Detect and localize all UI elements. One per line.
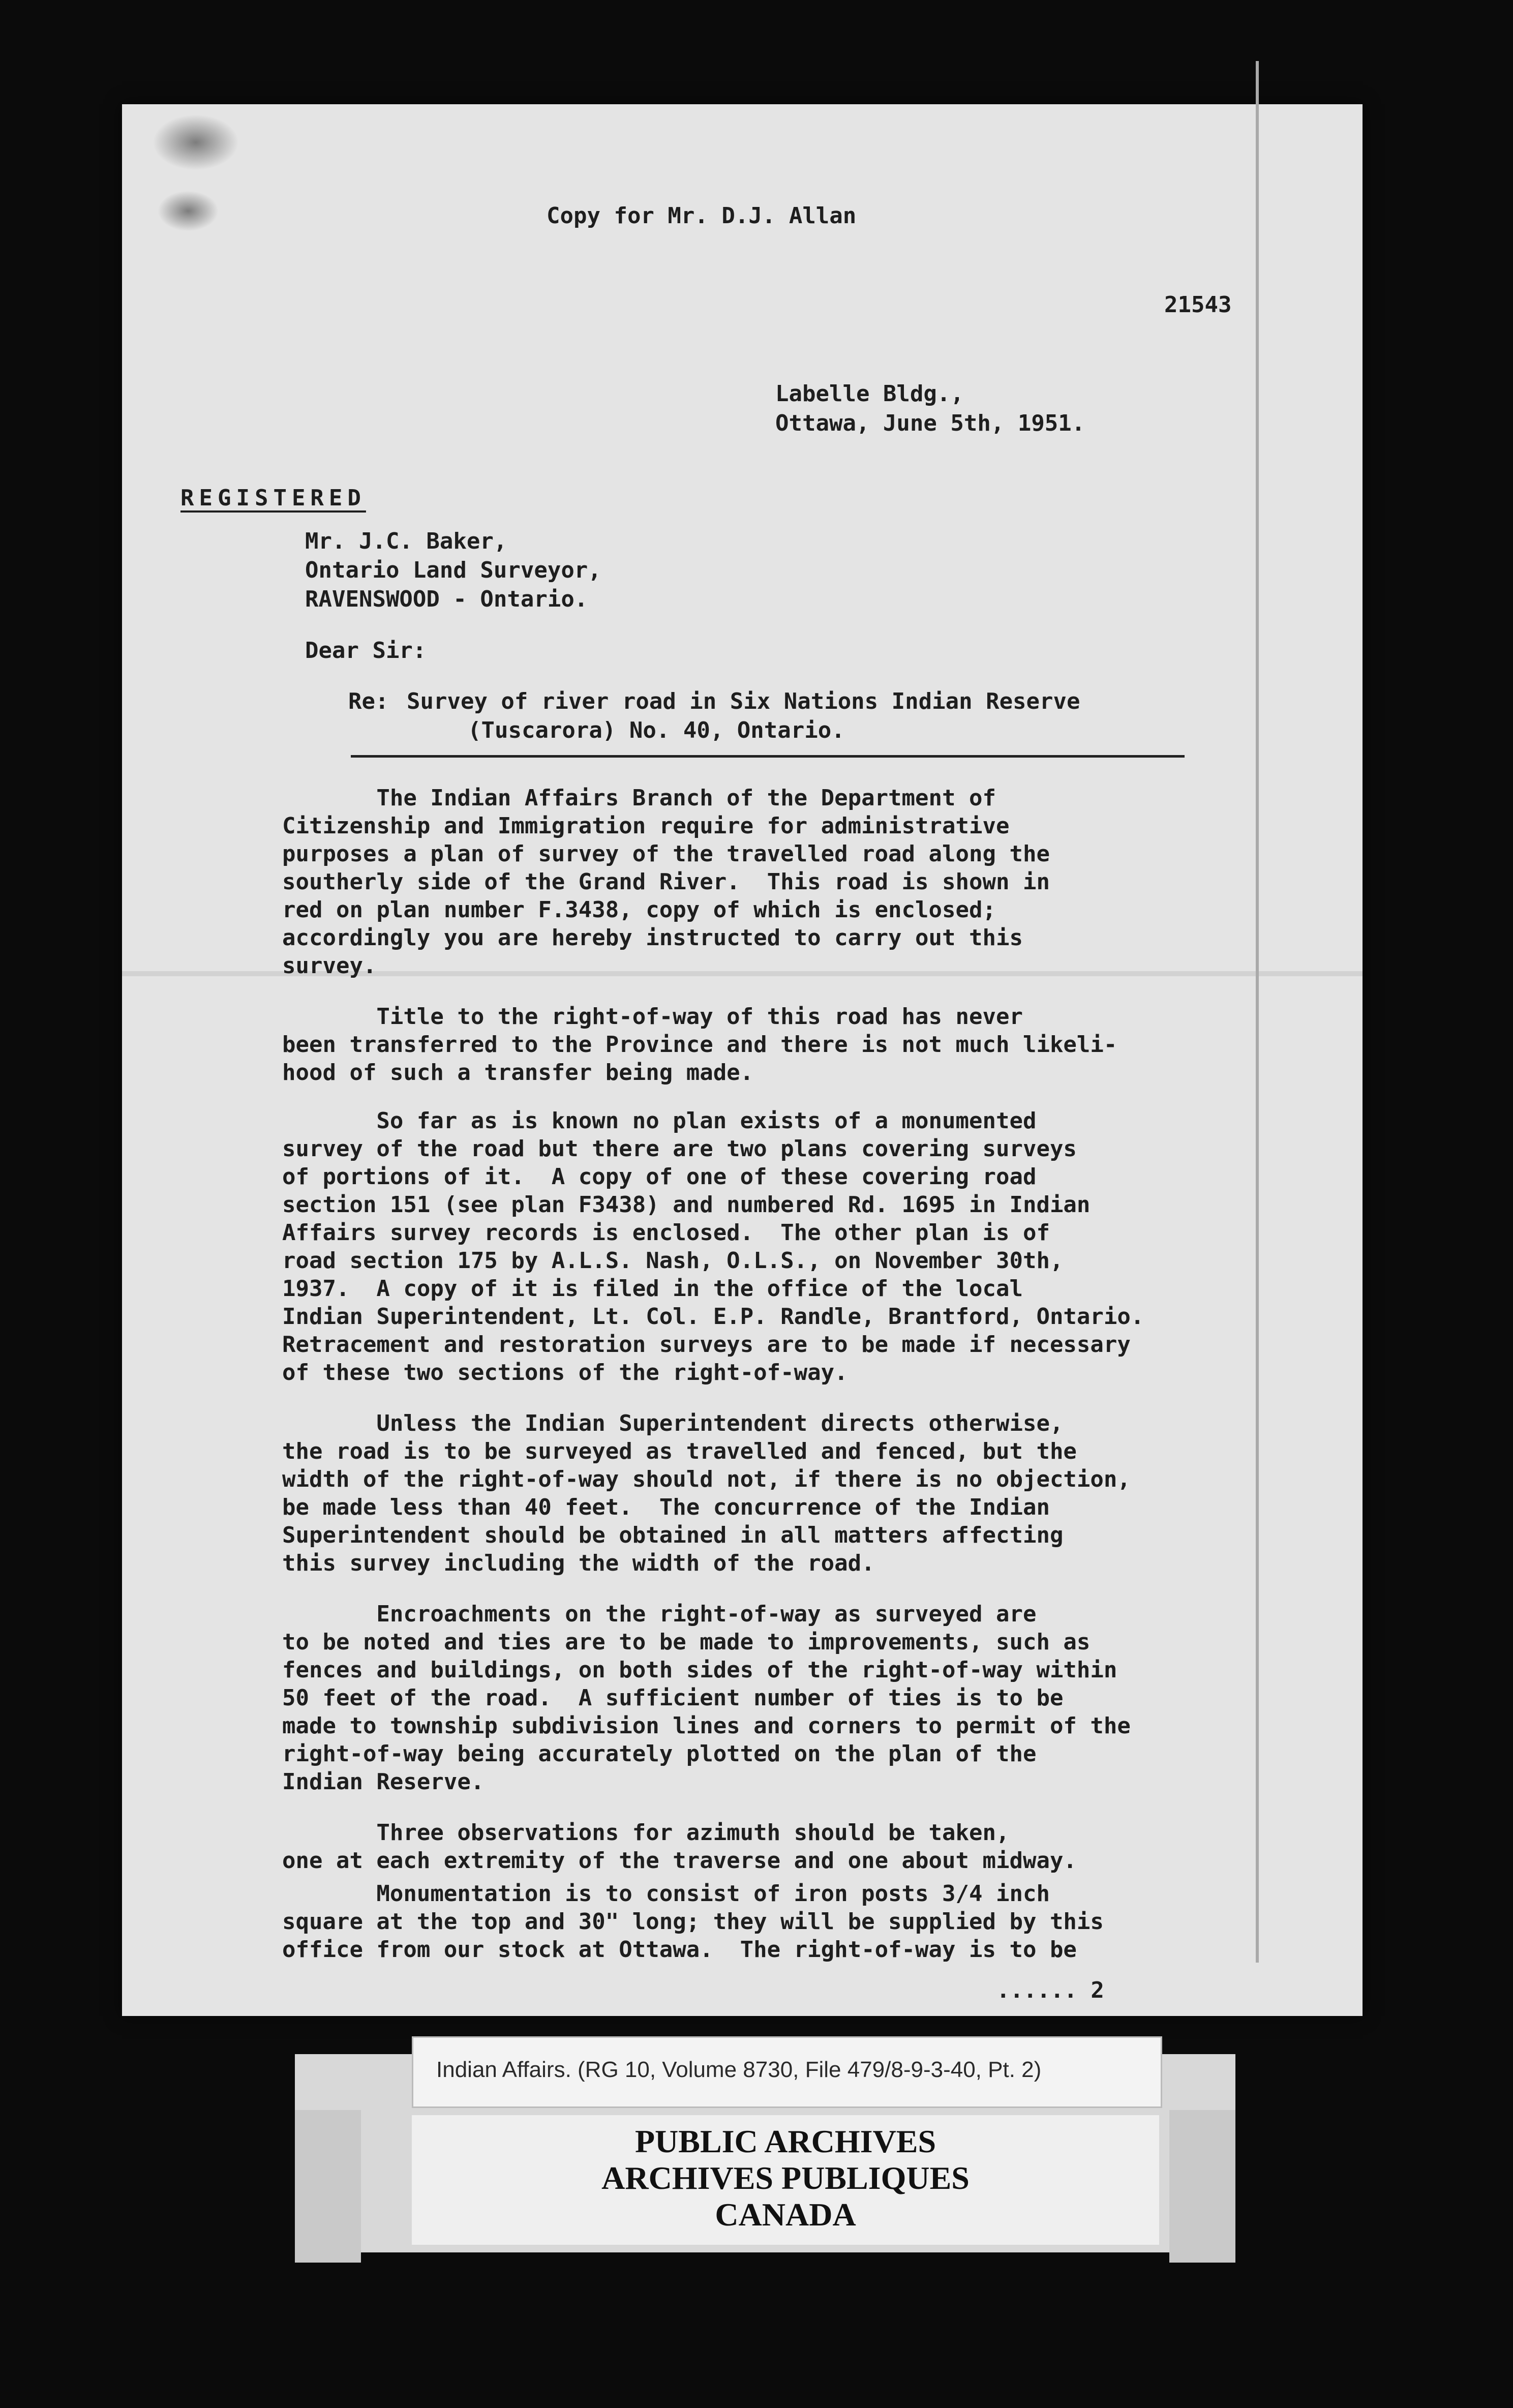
body-line: road section 175 by A.L.S. Nash, O.L.S., on November 30th, <box>282 1248 1064 1274</box>
subject-underline <box>351 755 1185 758</box>
label-tab <box>1169 2110 1235 2263</box>
body-line: southerly side of the Grand River. This road is shown in <box>282 869 1050 895</box>
recipient-line: Mr. J.C. Baker, <box>305 528 507 554</box>
body-line: The Indian Affairs Branch of the Department of <box>282 785 996 811</box>
archive-reference: Indian Affairs. (RG 10, Volume 8730, File 479/8-9-3-40, Pt. 2) <box>436 2057 1042 2082</box>
body-line: Citizenship and Immigration require for administrative <box>282 813 1010 839</box>
body-line: be made less than 40 feet. The concurrence of the Indian <box>282 1494 1050 1520</box>
body-line: purposes a plan of survey of the travelled road along the <box>282 841 1050 867</box>
body-line: Title to the right-of-way of this road has never <box>282 1004 1023 1030</box>
subject-line: Survey of river road in Six Nations Indian Reserve <box>407 688 1080 714</box>
body-line: office from our stock at Ottawa. The right-of-way is to be <box>282 1937 1077 1963</box>
body-line: Affairs survey records is enclosed. The other plan is of <box>282 1220 1050 1246</box>
body-line: been transferred to the Province and there is not much likeli- <box>282 1032 1117 1058</box>
stamp-line: PUBLIC ARCHIVES <box>634 2123 936 2159</box>
body-line: survey. <box>282 953 377 979</box>
body-line: fences and buildings, on both sides of the right-of-way within <box>282 1657 1117 1683</box>
body-line: of these two sections of the right-of-way. <box>282 1360 848 1386</box>
body-line: 50 feet of the road. A sufficient number of ties is to be <box>282 1685 1064 1711</box>
address-line: Labelle Bldg., <box>775 381 964 407</box>
body-line: Monumentation is to consist of iron posts 3/4 inch <box>282 1881 1050 1907</box>
body-line: Superintendent should be obtained in all matters affecting <box>282 1522 1064 1548</box>
body-line: square at the top and 30" long; they will be supplied by this <box>282 1909 1104 1935</box>
body-line: survey of the road but there are two plans covering surveys <box>282 1136 1077 1162</box>
body-line: Indian Reserve. <box>282 1769 485 1795</box>
body-line: right-of-way being accurately plotted on the plan of the <box>282 1741 1037 1767</box>
subject-line: (Tuscarora) No. 40, Ontario. <box>468 717 845 743</box>
archive-reference-slip <box>412 2036 1162 2108</box>
recipient-line: RAVENSWOOD - Ontario. <box>305 586 588 612</box>
page-continuation: ...... 2 <box>996 1977 1104 2003</box>
body-line: section 151 (see plan F3438) and numbered Rd. 1695 in Indian <box>282 1192 1091 1218</box>
copy-for-line: Copy for Mr. D.J. Allan <box>547 203 857 229</box>
body-line: Encroachments on the right-of-way as surveyed are <box>282 1601 1037 1627</box>
file-number: 21543 <box>1164 292 1232 318</box>
recipient-line: Ontario Land Surveyor, <box>305 557 601 583</box>
body-line: So far as is known no plan exists of a monumented <box>282 1108 1037 1134</box>
body-line: of portions of it. A copy of one of these covering road <box>282 1164 1037 1190</box>
body-line: 1937. A copy of it is filed in the office of the local <box>282 1276 1023 1302</box>
letter-page <box>122 104 1363 2016</box>
registered-heading: REGISTERED <box>180 485 366 511</box>
label-tab <box>295 2110 361 2263</box>
archive-stamp <box>412 2115 1159 2245</box>
body-line: Indian Superintendent, Lt. Col. E.P. Randle, Brantford, Ontario. <box>282 1304 1144 1330</box>
body-line: red on plan number F.3438, copy of which is enclosed; <box>282 897 996 923</box>
body-line: Retracement and restoration surveys are to be made if necessary <box>282 1332 1131 1358</box>
ink-smudge <box>153 114 239 170</box>
body-line: this survey including the width of the road. <box>282 1550 875 1576</box>
body-line: the road is to be surveyed as travelled and fenced, but the <box>282 1438 1077 1464</box>
body-line: one at each extremity of the traverse and one about midway. <box>282 1848 1077 1874</box>
body-line: made to township subdivision lines and corners to permit of the <box>282 1713 1131 1739</box>
ink-smudge <box>158 191 219 231</box>
salutation: Dear Sir: <box>305 638 427 664</box>
body-line: accordingly you are hereby instructed to carry out this <box>282 925 1023 951</box>
stamp-line: CANADA <box>715 2196 856 2233</box>
re-label: Re: <box>348 688 389 714</box>
body-line: Three observations for azimuth should be taken, <box>282 1820 1010 1846</box>
stamp-line: ARCHIVES PUBLIQUES <box>601 2160 970 2196</box>
body-line: width of the right-of-way should not, if there is no objection, <box>282 1466 1131 1492</box>
body-line: to be noted and ties are to be made to improvements, such as <box>282 1629 1091 1655</box>
body-line: hood of such a transfer being made. <box>282 1060 754 1086</box>
page-edge <box>1256 61 1287 1963</box>
body-line: Unless the Indian Superintendent directs otherwise, <box>282 1410 1064 1436</box>
date-line: Ottawa, June 5th, 1951. <box>775 410 1085 436</box>
